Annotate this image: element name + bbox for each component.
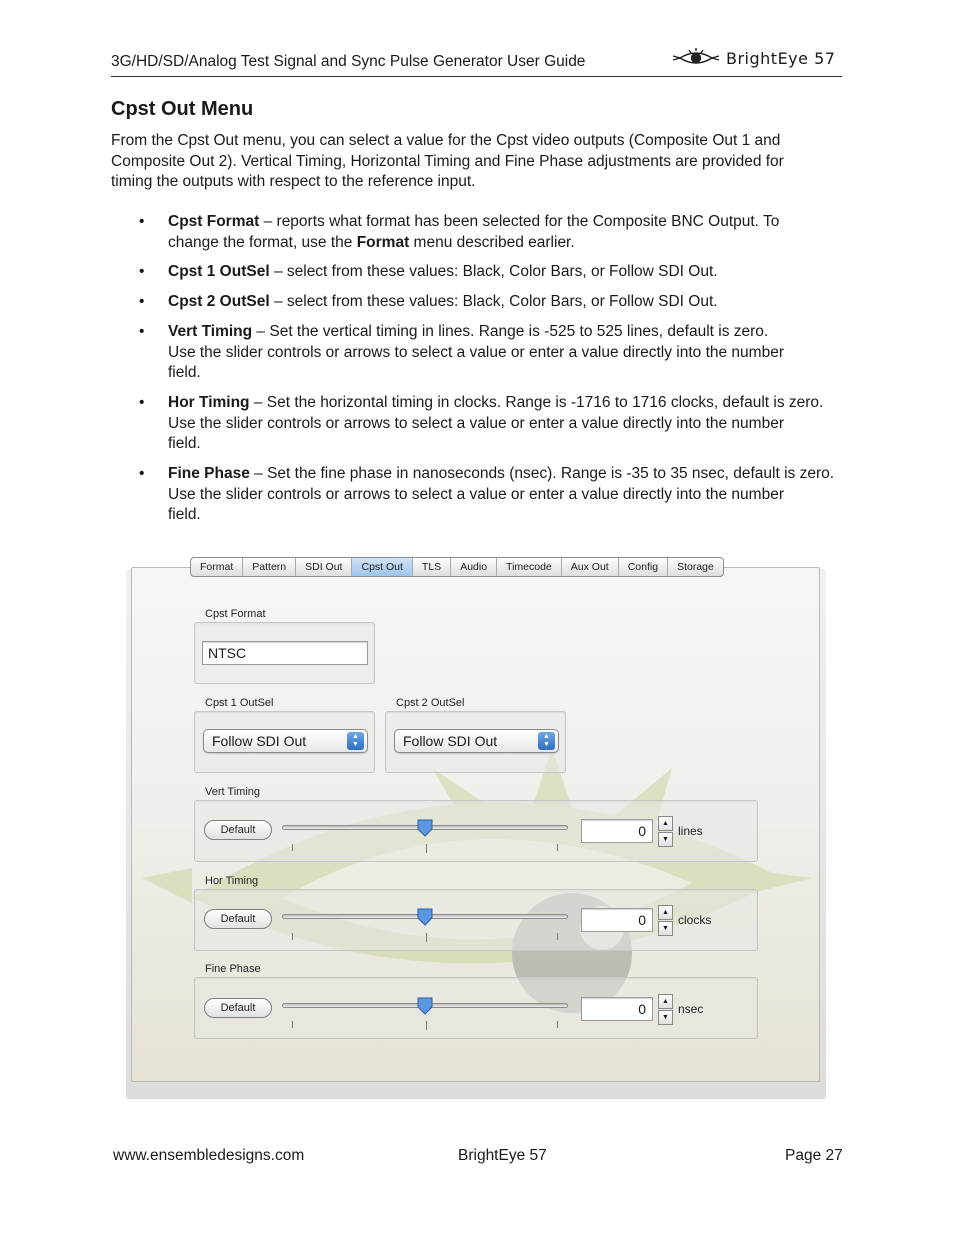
cpst2-outsel-label: Cpst 2 OutSel bbox=[396, 697, 465, 709]
footer-page-number: Page 27 bbox=[785, 1147, 843, 1164]
slider-tick bbox=[557, 933, 558, 940]
bullet-text: Use the slider controls or arrows to select a value or enter a value directly into the number bbox=[168, 343, 784, 361]
bullet-dot: • bbox=[139, 213, 145, 230]
bullet-text: field. bbox=[168, 506, 201, 523]
vert-slider-thumb-icon[interactable] bbox=[416, 819, 434, 837]
stepper-down-icon[interactable]: ▼ bbox=[658, 832, 673, 847]
tab-pattern[interactable]: Pattern bbox=[243, 558, 296, 576]
stepper-up-icon[interactable]: ▲ bbox=[658, 905, 673, 920]
bullet-text: – Set the horizontal timing in clocks. Range is -1716 to 1716 clocks, default is zero. bbox=[249, 394, 824, 411]
eye-logo-icon bbox=[672, 48, 720, 68]
document-header-title: 3G/HD/SD/Analog Test Signal and Sync Pulse Generator User Guide bbox=[111, 53, 586, 70]
bullet-text: change the format, use the bbox=[168, 233, 357, 251]
slider-tick bbox=[426, 1021, 427, 1030]
bullet-text: – Set the fine phase in nanoseconds (nsec). Range is -35 to 35 nsec, default is zero. bbox=[249, 465, 835, 482]
intro-line: timing the outputs with respect to the reference input. bbox=[111, 173, 476, 190]
hor-slider-thumb-icon[interactable] bbox=[416, 908, 434, 926]
fine-default-button[interactable]: Default bbox=[204, 998, 272, 1018]
bullet-text: Use the slider controls or arrows to select a value or enter a value directly into the number bbox=[168, 485, 784, 503]
stepper-down-icon[interactable]: ▼ bbox=[658, 921, 673, 936]
tab-config[interactable]: Config bbox=[619, 558, 668, 576]
tab-format[interactable]: Format bbox=[191, 558, 243, 576]
bullet-text: field. bbox=[168, 435, 201, 452]
intro-line: From the Cpst Out menu, you can select a value for the Cpst video outputs (Composite Out 1 and bbox=[111, 132, 781, 149]
tab-timecode[interactable]: Timecode bbox=[497, 558, 562, 576]
stepper-up-icon[interactable]: ▲ bbox=[658, 816, 673, 831]
up-down-arrows-icon: ▲ ▼ bbox=[538, 732, 555, 750]
slider-tick bbox=[426, 844, 427, 853]
hor-default-button[interactable]: Default bbox=[204, 909, 272, 929]
fine-unit-label: nsec bbox=[678, 1002, 704, 1016]
bullet-term: Cpst Format bbox=[168, 213, 260, 230]
hor-timing-label: Hor Timing bbox=[205, 875, 259, 887]
slider-tick bbox=[557, 1021, 558, 1028]
cpst1-outsel-label: Cpst 1 OutSel bbox=[205, 697, 274, 709]
fine-phase-label: Fine Phase bbox=[205, 963, 261, 975]
vert-default-button[interactable]: Default bbox=[204, 820, 272, 840]
vert-value-field[interactable]: 0 bbox=[581, 819, 653, 843]
tab-bar bbox=[190, 557, 724, 577]
cpst-format-field: NTSC bbox=[202, 641, 368, 665]
slider-tick bbox=[292, 933, 293, 940]
fine-slider-thumb-icon[interactable] bbox=[416, 997, 434, 1015]
bullet-text: – select from these values: Black, Color Bars, or Follow SDI Out. bbox=[269, 263, 718, 280]
bullet-dot: • bbox=[139, 323, 145, 340]
bullet-text: – Set the vertical timing in lines. Range is -525 to 525 lines, default is zero. bbox=[252, 323, 769, 340]
bullet-text: field. bbox=[168, 364, 201, 381]
bullet-text: – reports what format has been selected for the Composite BNC Output. To bbox=[259, 213, 780, 230]
brand-name: BrightEye 57 bbox=[726, 48, 836, 68]
bullet-dot: • bbox=[139, 263, 145, 280]
hor-value-field[interactable]: 0 bbox=[581, 908, 653, 932]
fine-value-field[interactable]: 0 bbox=[581, 997, 653, 1021]
cpst1-outsel-value: Follow SDI Out bbox=[212, 733, 307, 749]
bullet-text: Use the slider controls or arrows to select a value or enter a value directly into the number bbox=[168, 414, 784, 432]
bullet-text: menu described earlier. bbox=[409, 233, 575, 251]
bullet-term: Fine Phase bbox=[168, 465, 250, 482]
tab-tls[interactable]: TLS bbox=[413, 558, 451, 576]
bullet-term: Hor Timing bbox=[168, 394, 250, 411]
slider-tick bbox=[292, 844, 293, 851]
vert-timing-group bbox=[194, 800, 758, 862]
intro-paragraph bbox=[111, 131, 841, 193]
bullet-text: – select from these values: Black, Color Bars, or Follow SDI Out. bbox=[269, 293, 718, 310]
footer-website: www.ensembledesigns.com bbox=[113, 1147, 305, 1164]
tab-audio[interactable]: Audio bbox=[451, 558, 497, 576]
intro-line: Composite Out 2). Vertical Timing, Horizontal Timing and Fine Phase adjustments are provided for bbox=[111, 152, 784, 170]
slider-tick bbox=[426, 933, 427, 942]
stepper-up-icon[interactable]: ▲ bbox=[658, 994, 673, 1009]
hor-unit-label: clocks bbox=[678, 913, 712, 927]
vert-stepper[interactable] bbox=[658, 816, 673, 847]
bullet-term: Vert Timing bbox=[168, 323, 253, 340]
fine-phase-group bbox=[194, 977, 758, 1039]
up-down-arrows-icon: ▲ ▼ bbox=[347, 732, 364, 750]
vert-unit-label: lines bbox=[678, 824, 703, 838]
tab-cpst-out[interactable]: Cpst Out bbox=[352, 558, 412, 576]
bullet-term: Cpst 2 OutSel bbox=[168, 293, 270, 310]
stepper-down-icon[interactable]: ▼ bbox=[658, 1010, 673, 1025]
hor-stepper[interactable] bbox=[658, 905, 673, 936]
tab-sdi-out[interactable]: SDI Out bbox=[296, 558, 352, 576]
section-title: Cpst Out Menu bbox=[111, 98, 254, 120]
brighteye-logo bbox=[672, 48, 835, 68]
bullet-inline-term: Format bbox=[356, 233, 410, 251]
bullet-dot: • bbox=[139, 465, 145, 482]
bullet-term: Cpst 1 OutSel bbox=[168, 263, 270, 280]
bullet-dot: • bbox=[139, 394, 145, 411]
slider-tick bbox=[557, 844, 558, 851]
cpst-format-label: Cpst Format bbox=[205, 608, 266, 620]
vert-timing-label: Vert Timing bbox=[205, 786, 261, 798]
cpst2-outsel-select[interactable] bbox=[394, 729, 559, 753]
cpst2-outsel-value: Follow SDI Out bbox=[403, 733, 498, 749]
slider-tick bbox=[292, 1021, 293, 1028]
header-divider bbox=[111, 76, 842, 77]
cpst1-outsel-select[interactable] bbox=[203, 729, 368, 753]
tab-aux-out[interactable]: Aux Out bbox=[562, 558, 619, 576]
hor-timing-group bbox=[194, 889, 758, 951]
bullet-dot: • bbox=[139, 293, 145, 310]
fine-stepper[interactable] bbox=[658, 994, 673, 1025]
footer-product: BrightEye 57 bbox=[458, 1147, 547, 1164]
tab-storage[interactable]: Storage bbox=[677, 561, 714, 573]
